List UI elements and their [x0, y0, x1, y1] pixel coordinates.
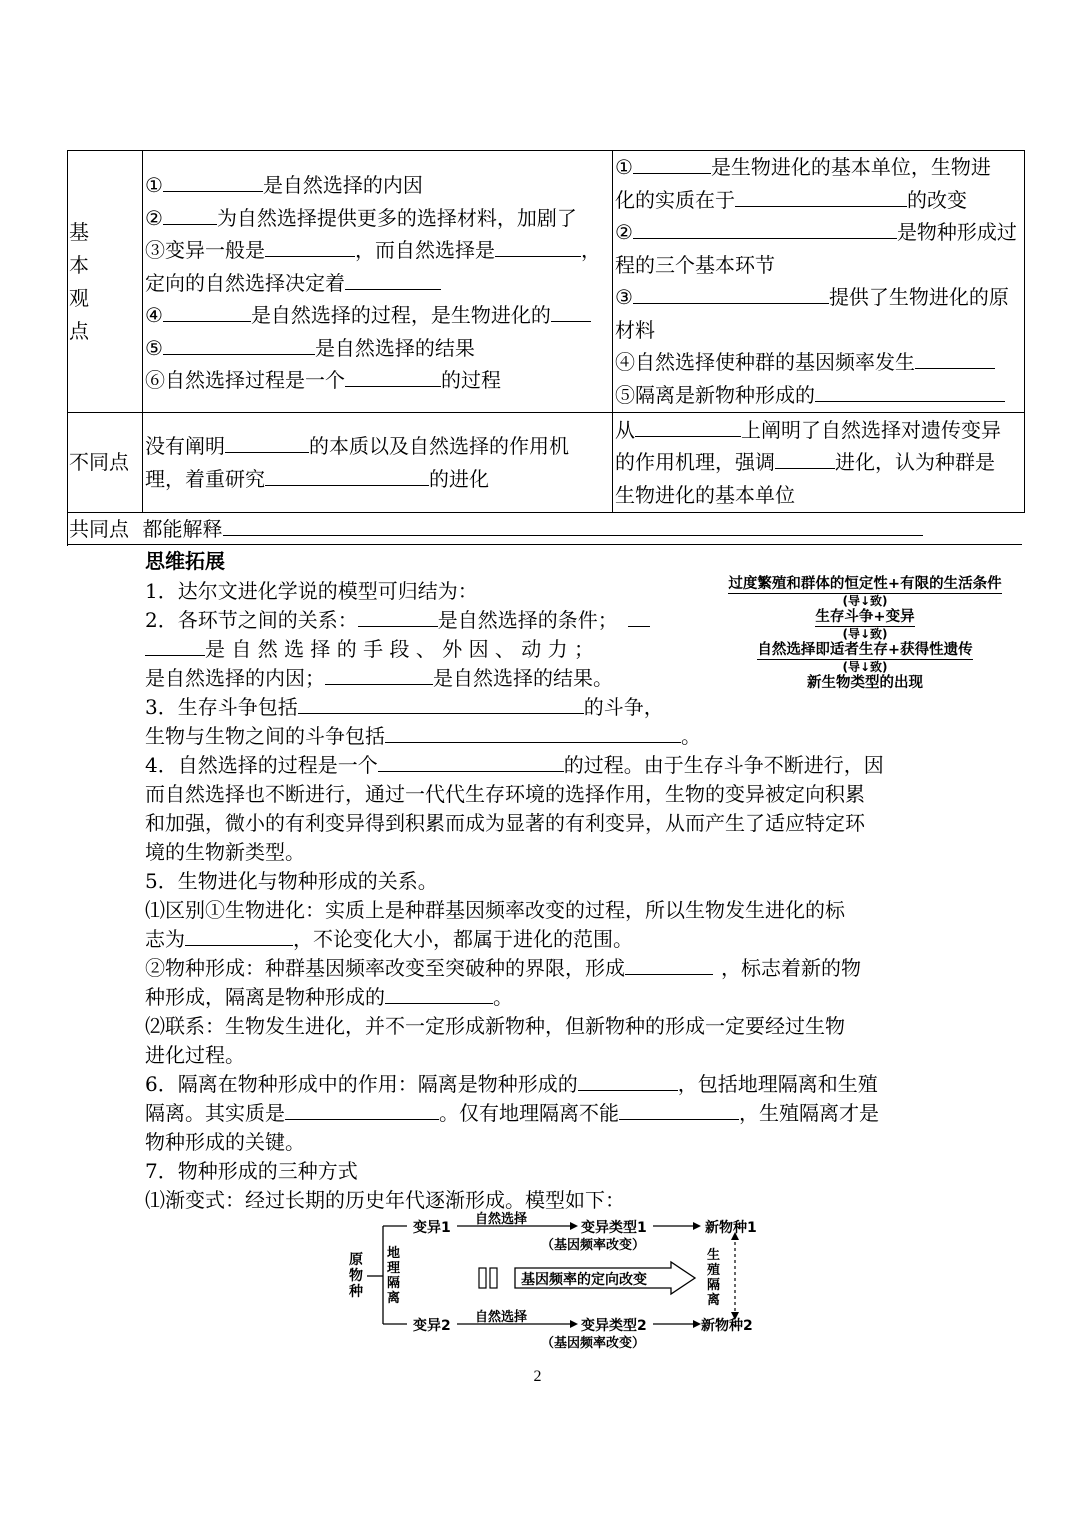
cell-line	[145, 364, 612, 397]
variation-type-1: 变异类型1	[581, 1220, 647, 1236]
cell-text: 为自然选择提供更多的选择材料，加剧了	[216, 205, 577, 230]
gene-frequency-change-2: （基因频率改变）	[541, 1336, 646, 1351]
header-char: 基	[69, 219, 89, 244]
cell-text: ②	[615, 220, 633, 244]
cell-text: 程的三个基本环节	[615, 252, 775, 277]
cell-text: ，	[581, 238, 601, 262]
answer-blank[interactable]	[915, 348, 995, 369]
cell-text: ②	[145, 205, 163, 230]
cell-line	[145, 234, 612, 267]
cell-text: 上阐明了自然选择对遗传变异	[741, 417, 1001, 442]
cell-text: ⑤	[145, 335, 163, 360]
cell-line	[145, 430, 612, 463]
item-7: 7．物种形成的三种方式	[145, 1159, 358, 1183]
gradual-speciation-diagram	[345, 1212, 775, 1352]
answer-blank[interactable]	[578, 1070, 678, 1091]
item-2-line2	[145, 635, 594, 665]
item-2-line1	[145, 606, 650, 636]
item-3-line2	[145, 722, 701, 752]
item-2-line3	[145, 664, 613, 694]
header-char: 观	[69, 285, 89, 310]
cell-text: 是生物进化的基本单位，生物进	[710, 155, 991, 179]
cell-text: 没有阐明	[145, 434, 225, 458]
cell-line	[145, 169, 612, 202]
header-difference: 不同点	[68, 413, 143, 513]
item-5: 5．生物进化与物种形成的关系。	[145, 869, 438, 893]
cell-text: 理，着重研究	[145, 466, 265, 491]
table-row-common	[68, 513, 1025, 546]
cell-line	[145, 202, 612, 235]
cell-text: 的作用机理，强调	[615, 450, 775, 475]
table-bottom-rule	[67, 544, 1022, 545]
geographic-isolation: 地理隔离	[387, 1246, 401, 1306]
cell-text: 是自然选择的内因	[262, 173, 423, 197]
header-char: 本	[69, 252, 89, 277]
item-5-line3	[145, 954, 861, 984]
text: 种形成，隔离是物种形成的	[145, 985, 385, 1009]
cell-line	[145, 332, 612, 365]
answer-blank[interactable]	[815, 381, 1005, 402]
natural-selection-1: 自然选择	[475, 1212, 528, 1227]
answer-blank[interactable]	[163, 171, 263, 192]
cell-line	[145, 299, 612, 332]
cell-line	[615, 151, 1024, 184]
cell-line	[615, 479, 1024, 512]
cell-text: 的本质以及自然选择的作用机	[309, 434, 569, 458]
text: 志为	[145, 927, 185, 951]
answer-blank[interactable]	[628, 606, 650, 627]
flow-arrow-2: (导↓致)	[842, 627, 888, 641]
cell-line	[615, 184, 1024, 217]
origin-species: 原物种	[349, 1252, 363, 1300]
text: ，包括地理隔离和生殖	[677, 1072, 878, 1096]
item-5-line4	[145, 983, 513, 1013]
cell-text: ③变异一般是	[145, 238, 265, 262]
answer-blank[interactable]	[265, 236, 355, 257]
cell-text: 的改变	[907, 187, 967, 212]
item-6-line2	[145, 1099, 879, 1129]
comparison-table	[67, 150, 1025, 546]
answer-blank[interactable]	[265, 465, 429, 486]
answer-blank[interactable]	[625, 954, 713, 975]
cell-text: ④	[145, 303, 163, 327]
text: 是自然选择的结果。	[433, 666, 613, 690]
item-4-line3: 和加强，微小的有利变异得到积累而成为显著的有利变异，从而产生了适应特定环	[145, 811, 865, 835]
cell-text: 定向的自然选择决定着	[145, 270, 345, 295]
answer-blank[interactable]	[551, 301, 591, 322]
cell-text: ①	[145, 173, 163, 197]
answer-blank[interactable]	[385, 983, 493, 1004]
answer-blank[interactable]	[325, 664, 433, 685]
item-5-line5: ⑵联系：生物发生进化，并不一定形成新物种，但新物种的形成一定要经过生物	[145, 1014, 845, 1038]
item-4-line2: 而自然选择也不断进行，通过一代代生存环境的选择作用，生物的变异被定向积累	[145, 782, 865, 806]
text: 。	[493, 985, 513, 1009]
cell-text: 进化，认为种群是	[835, 450, 995, 475]
text: 是自然选择的内因；	[145, 666, 325, 690]
cell-text: 生物进化的基本单位	[615, 482, 795, 507]
item-6-line1	[145, 1070, 878, 1100]
cell-text: 的进化	[429, 466, 489, 491]
item-4-line1	[145, 751, 884, 781]
answer-blank[interactable]	[145, 635, 205, 656]
cell-line	[615, 216, 1024, 249]
section-title: 思维拓展	[145, 549, 225, 573]
cell-text: 化的实质在于	[615, 187, 735, 212]
common-point-cell	[143, 513, 1025, 546]
text: ，标志着新的物	[721, 956, 861, 980]
cell-line	[615, 346, 1024, 379]
darwin-basic-views	[143, 151, 613, 413]
answer-blank[interactable]	[385, 722, 681, 743]
cell-line	[615, 281, 1024, 314]
page-number: 2	[533, 1368, 542, 1385]
cell-text: 材料	[615, 317, 655, 342]
item-5-line1: ⑴区别①生物进化：实质上是种群基因频率改变的过程，所以生物发生进化的标	[145, 898, 845, 922]
variation-type-2: 变异类型2	[581, 1318, 647, 1334]
text: 4．自然选择的过程是一个	[145, 753, 378, 777]
cell-text: ③	[615, 285, 633, 309]
text: ，生殖隔离才是	[739, 1101, 879, 1125]
cell-text: ⑤隔离是新物种形成的	[615, 382, 815, 407]
darwin-difference	[143, 413, 613, 513]
gene-frequency-change-1: （基因频率改变）	[541, 1238, 646, 1253]
flow-arrow-1: (导↓致)	[842, 594, 888, 608]
answer-blank[interactable]	[619, 1099, 739, 1120]
cell-text: 是物种形成过	[896, 220, 1017, 244]
cell-line	[615, 379, 1024, 412]
header-common: 共同点	[68, 513, 143, 546]
new-species-2: 新物种2	[701, 1318, 753, 1334]
text: 。仅有地理隔离不能	[439, 1101, 619, 1125]
flow-arrow-3: (导↓致)	[842, 660, 888, 674]
common-text: 都能解释	[142, 517, 223, 541]
answer-blank[interactable]	[635, 416, 741, 437]
table-row-basic	[68, 151, 1025, 413]
cell-text: ⑥自然选择过程是一个	[145, 368, 345, 392]
answer-blank[interactable]	[633, 283, 829, 304]
text: 是自然选择的条件；	[437, 608, 618, 632]
text: 生物与生物之间的斗争包括	[145, 724, 385, 748]
variation-1: 变异1	[413, 1220, 451, 1236]
answer-blank[interactable]	[345, 269, 441, 290]
flow-step-2: 生存斗争+变异	[815, 609, 915, 625]
cell-line	[615, 446, 1024, 479]
modern-basic-views	[613, 151, 1025, 413]
cell-text: ，而自然选择是	[355, 238, 495, 262]
flow-step-4: 新生物类型的出现	[807, 675, 923, 691]
cell-line	[615, 414, 1024, 447]
answer-blank[interactable]	[358, 606, 438, 627]
item-3-line1	[145, 693, 664, 723]
cell-line	[145, 267, 612, 300]
header-basic-views	[68, 151, 143, 413]
text: 。	[681, 724, 701, 748]
cell-text: 提供了生物进化的原	[828, 285, 1009, 309]
item-4-line4: 境的生物新类型。	[145, 840, 305, 864]
cell-text: ④自然选择使种群的基因频率发生	[615, 350, 915, 374]
item-5-line6: 进化过程。	[145, 1043, 245, 1067]
answer-blank[interactable]	[163, 204, 217, 225]
flow-step-3: 自然选择即适者生存+获得性遗传	[757, 642, 973, 658]
cell-text: 从	[615, 417, 635, 442]
text: 6．隔离在物种形成中的作用：隔离是物种形成的	[145, 1072, 578, 1096]
darwin-model-flow	[700, 575, 1030, 692]
answer-blank[interactable]	[223, 515, 923, 536]
answer-blank[interactable]	[735, 186, 907, 207]
cell-text: 是自然选择的结果	[314, 335, 475, 360]
item-7-line1: ⑴渐变式：经过长期的历史年代逐渐形成。模型如下：	[145, 1188, 625, 1212]
text: ②物种形成：种群基因频率改变至突破种的界限，形成	[145, 956, 625, 980]
cell-text: ①	[615, 155, 633, 179]
answer-blank[interactable]	[285, 1099, 439, 1120]
item-5-line2	[145, 925, 633, 955]
natural-selection-2: 自然选择	[475, 1310, 528, 1325]
text: 的过程。由于生存斗争不断进行，因	[563, 753, 884, 777]
answer-blank[interactable]	[633, 153, 711, 174]
directional-change-label: 基因频率的定向改变	[521, 1272, 647, 1288]
answer-blank[interactable]	[495, 236, 581, 257]
answer-blank[interactable]	[185, 925, 293, 946]
answer-blank[interactable]	[225, 432, 309, 453]
cell-line	[615, 314, 1024, 347]
answer-blank[interactable]	[163, 301, 251, 322]
new-species-1: 新物种1	[705, 1220, 757, 1236]
reproductive-isolation: 生殖隔离	[707, 1248, 721, 1308]
answer-blank[interactable]	[633, 218, 897, 239]
cell-text: 是自然选择的过程，是生物进化的	[250, 303, 551, 327]
flow-step-1: 过度繁殖和群体的恒定性+有限的生活条件	[728, 576, 1002, 592]
item-6-line3: 物种形成的关键。	[145, 1130, 305, 1154]
item-1: 1．达尔文进化学说的模型可归结为：	[145, 579, 478, 603]
text: 3．生存斗争包括	[145, 695, 298, 719]
answer-blank[interactable]	[345, 366, 441, 387]
answer-blank[interactable]	[298, 693, 584, 714]
cell-line	[145, 463, 612, 496]
text: 是 自 然 选 择 的 手 段 、 外 因 、 动 力 ；	[205, 637, 595, 661]
text: ，不论变化大小，都属于进化的范围。	[293, 927, 633, 951]
answer-blank[interactable]	[378, 751, 564, 772]
header-char: 点	[69, 318, 89, 343]
modern-difference	[613, 413, 1025, 513]
text: 2．各环节之间的关系：	[145, 608, 358, 632]
answer-blank[interactable]	[163, 334, 315, 355]
cell-text: 的过程	[441, 368, 501, 392]
variation-2: 变异2	[413, 1318, 451, 1334]
table-row-difference	[68, 413, 1025, 513]
answer-blank[interactable]	[775, 448, 835, 469]
cell-line	[615, 249, 1024, 282]
text: 的斗争，	[583, 695, 664, 719]
text: 隔离。其实质是	[145, 1101, 285, 1125]
